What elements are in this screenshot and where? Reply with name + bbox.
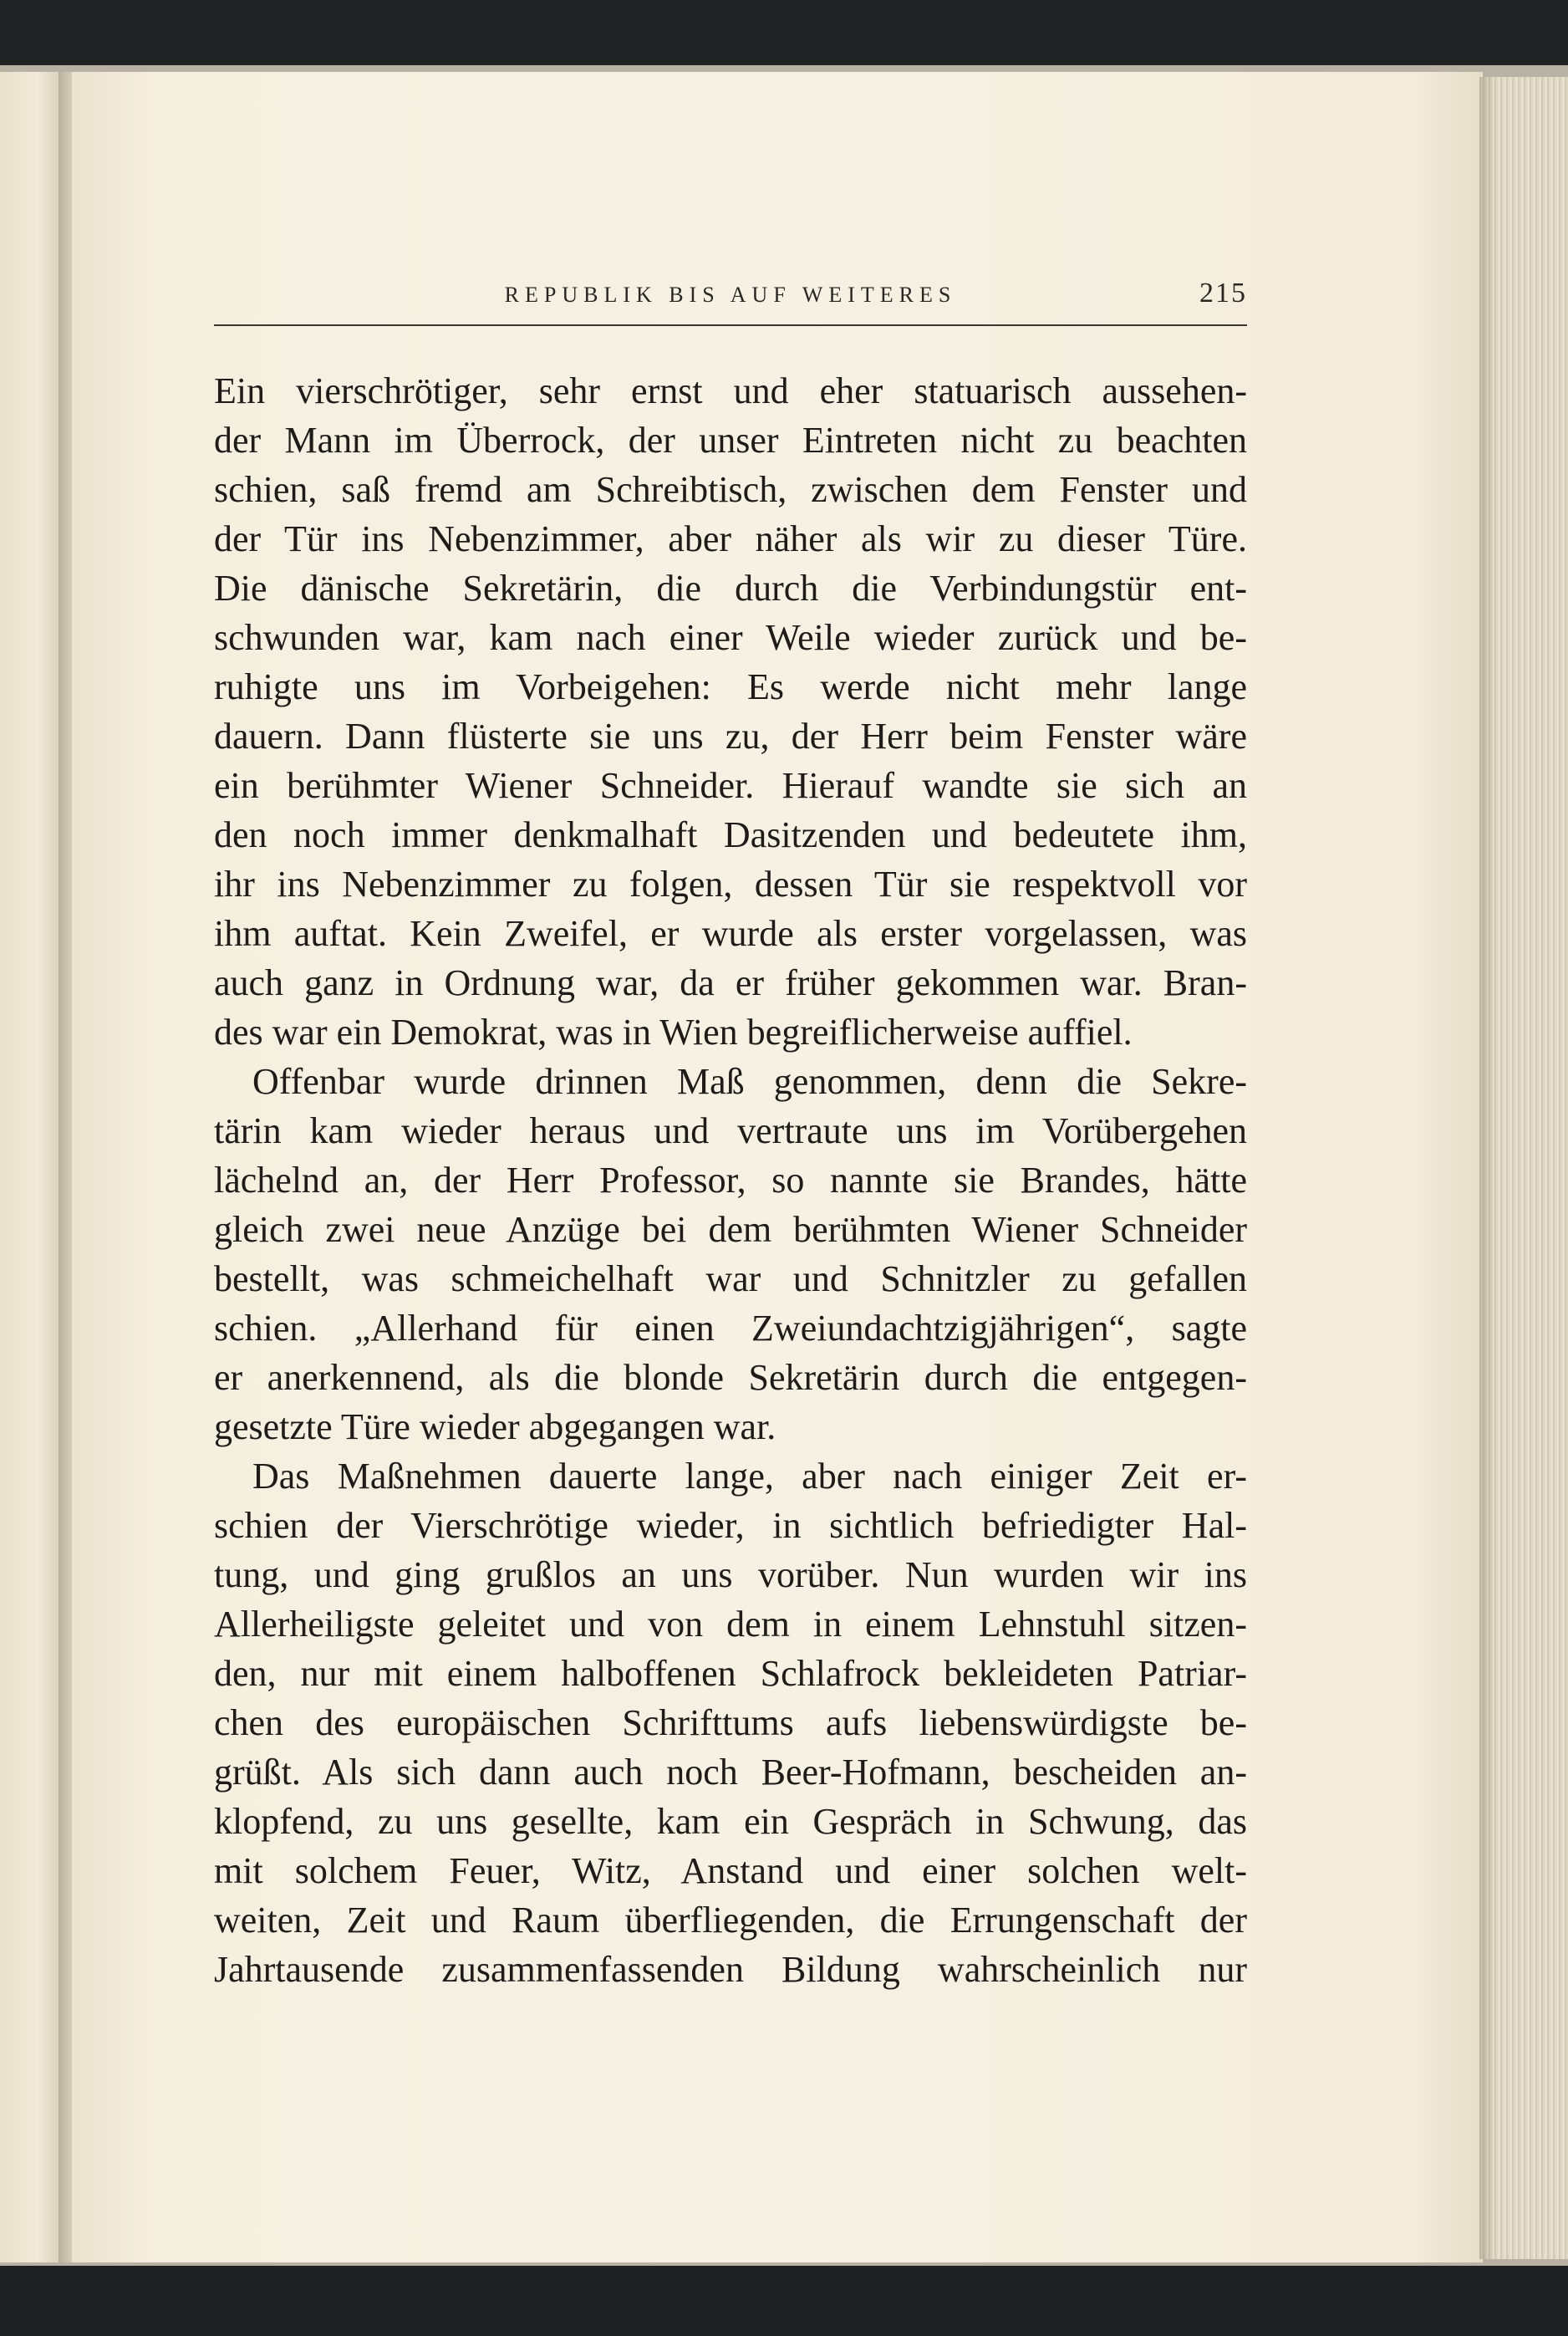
text-line: der Tür ins Nebenzimmer, aber näher als wir zu dieser Türe. [214,518,1247,559]
scan-background-bottom [0,2266,1568,2336]
text-line: grüßt. Als sich dann auch noch Beer-Hofmann, bescheiden an- [214,1752,1247,1793]
text-line: bestellt, was schmeichelhaft war und Schnitzler zu gefallen [214,1258,1247,1299]
previous-page-edge [0,72,62,2262]
running-title: REPUBLIK BIS AUF WEITERES [504,283,957,307]
text-line: ein berühmter Wiener Schneider. Hierauf wandte sie sich an [214,765,1247,806]
text-line: er anerkennend, als die blonde Sekretärin durch die entgegen- [214,1357,1247,1398]
text-line: ihr ins Nebenzimmer zu folgen, dessen Tür sie respektvoll vor [214,864,1247,905]
text-line: schien. „Allerhand für einen Zweiundachtzigjährigen“, sagte [214,1308,1247,1349]
text-line: Offenbar wurde drinnen Maß genommen, denn die Sekre- [252,1061,1247,1102]
text-line: des war ein Demokrat, was in Wien begreiflicherweise auffiel. [214,1012,1133,1053]
text-line: Jahrtausende zusammenfassenden Bildung wahrscheinlich nur [214,1949,1247,1990]
header-rule [214,324,1247,326]
text-line: gleich zwei neue Anzüge bei dem berühmten Wiener Schneider [214,1209,1247,1250]
text-line: auch ganz in Ordnung war, da er früher gekommen war. Bran- [214,962,1247,1003]
text-line: Das Maßnehmen dauerte lange, aber nach einiger Zeit er- [252,1456,1247,1497]
text-line: Ein vierschrötiger, sehr ernst und eher statuarisch aussehen- [214,370,1247,411]
text-line: dauern. Dann flüsterte sie uns zu, der Herr beim Fenster wäre [214,716,1247,757]
text-line: schien der Vierschrötige wieder, in sichtlich befriedigter Hal- [214,1505,1247,1546]
text-line: lächelnd an, der Herr Professor, so nannte sie Brandes, hätte [214,1160,1247,1201]
body-text [214,366,1247,1994]
text-line: ruhigte uns im Vorbeigehen: Es werde nicht mehr lange [214,666,1247,707]
text-line: Die dänische Sekretärin, die durch die Verbindungstür ent- [214,568,1247,609]
text-line: ihm auftat. Kein Zweifel, er wurde als erster vorgelassen, was [214,913,1247,954]
running-header [214,278,1247,328]
text-line: Allerheiligste geleitet und von dem in einem Lehnstuhl sitzen- [214,1604,1247,1645]
text-line: weiten, Zeit und Raum überfliegenden, die Errungenschaft der [214,1900,1247,1941]
text-line: tärin kam wieder heraus und vertraute uns im Vorübergehen [214,1110,1247,1151]
text-line: schien, saß fremd am Schreibtisch, zwischen dem Fenster und [214,469,1247,510]
text-line: klopfend, zu uns gesellte, kam ein Gespräch in Schwung, das [214,1801,1247,1842]
page-number: 215 [1199,278,1247,309]
text-line: schwunden war, kam nach einer Weile wieder zurück und be- [214,617,1247,658]
text-line: tung, und ging grußlos an uns vorüber. Nun wurden wir ins [214,1554,1247,1595]
text-line: der Mann im Überrock, der unser Eintreten nicht zu beachten [214,420,1247,461]
text-line: chen des europäischen Schrifttums aufs liebenswürdigste be- [214,1702,1247,1743]
text-line: mit solchem Feuer, Witz, Anstand und einer solchen welt- [214,1850,1247,1891]
text-line: den, nur mit einem halboffenen Schlafrock bekleideten Patriar- [214,1653,1247,1694]
scan-background-top [0,0,1568,67]
text-line: gesetzte Türe wieder abgegangen war. [214,1406,776,1447]
text-line: den noch immer denkmalhaft Dasitzenden und bedeutete ihm, [214,814,1247,855]
page-stack-shadow [1479,77,1496,2259]
